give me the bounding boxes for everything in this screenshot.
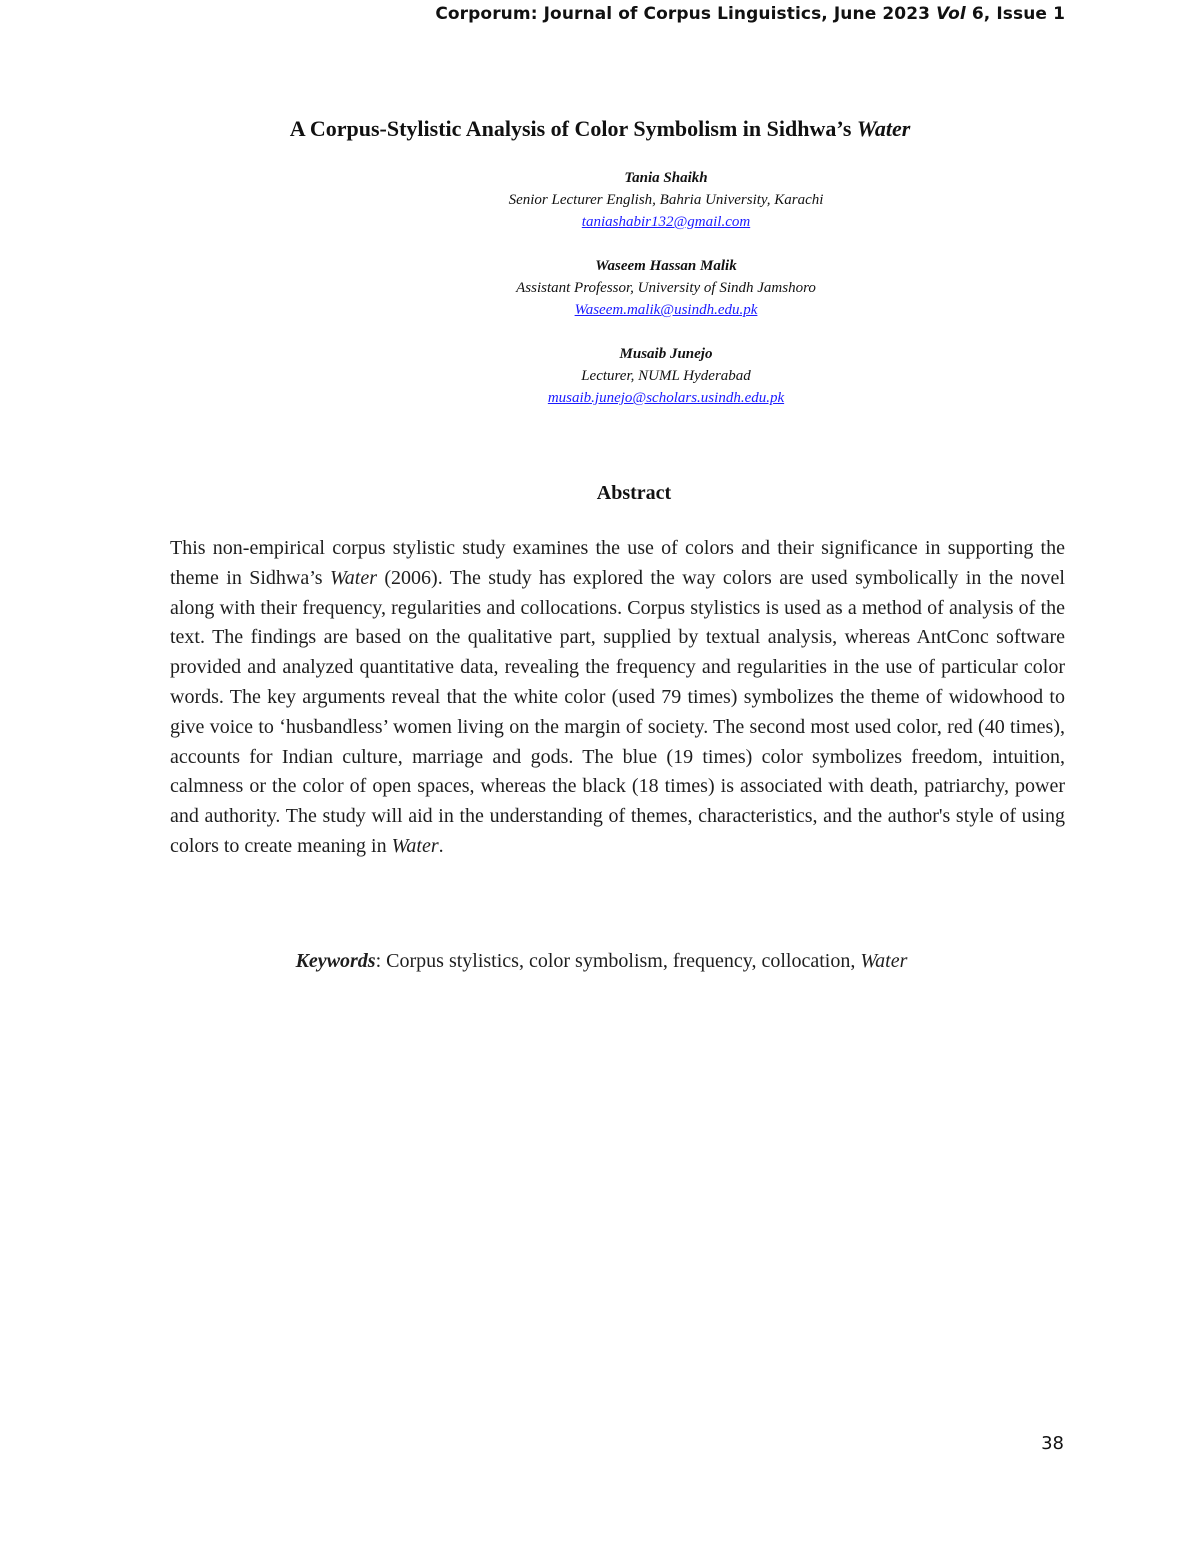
keywords-colon: : (375, 950, 387, 972)
author-affiliation: Assistant Professor, University of Sindh Jamshoro (516, 280, 816, 296)
author-block (336, 255, 996, 321)
volume-issue: 6, Issue 1 (965, 4, 1065, 24)
keywords-italic: Water (860, 950, 908, 972)
journal-name: Corporum: Journal of Corpus Linguistics, June 2023 (435, 4, 937, 24)
abstract-paragraph (170, 534, 1065, 862)
page-number: 38 (1041, 1433, 1064, 1454)
volume-label: Vol (936, 4, 966, 24)
author-email-link[interactable]: taniashabir132@gmail.com (581, 214, 751, 230)
abstract-novel-title: Water (329, 566, 377, 589)
abstract-text-3: . (438, 834, 444, 857)
author-affiliation: Senior Lecturer English, Bahria University, Karachi (508, 192, 824, 208)
author-name: Tania Shaikh (624, 170, 708, 186)
abstract-text-2: (2006). The study has explored the way colors are used symbolically in the novel along with their frequency, regularities and collocations. Corpus stylistics is used as a method of analysis of the text. The findings are based on the qualitative part, supplied by textual analysis, whereas AntConc software provided and analyzed quantitative data, revealing the frequency and regularities in the use of particular color words. The key arguments reveal that the white color (used 79 times) symbolizes the theme of widowhood to give voice to ‘husbandless’ women living on the margin of society. The second most used color, red (40 times), accounts for Indian culture, marriage and gods. The blue (19 times) color symbolizes freedom, intuition, calmness or the color of open spaces, whereas the black (18 times) is associated with death, patriarchy, power and authority. The study will aid in the understanding of themes, characteristics, and the author's style of using colors to create meaning in (170, 566, 1065, 857)
author-block (336, 343, 996, 409)
paper-title-italic: Water (856, 116, 911, 141)
author-name: Musaib Junejo (619, 346, 713, 362)
paper-title-main: A Corpus-Stylistic Analysis of Color Symbolism in Sidhwa’s (289, 116, 857, 141)
author-name: Waseem Hassan Malik (595, 258, 737, 274)
author-list (336, 167, 996, 431)
abstract-text-1: This non-empirical corpus stylistic study examines the use of colors and their significance in supporting the theme in Sidhwa’s (170, 537, 1065, 589)
keywords-list: Corpus stylistics, color symbolism, frequency, collocation, (386, 950, 861, 972)
author-email-link[interactable]: Waseem.malik@usindh.edu.pk (574, 302, 758, 318)
running-header (435, 4, 1065, 24)
keywords-line (0, 950, 1200, 973)
author-email-link[interactable]: musaib.junejo@scholars.usindh.edu.pk (547, 390, 785, 406)
author-affiliation: Lecturer, NUML Hyderabad (581, 368, 751, 384)
abstract-heading: Abstract (596, 482, 672, 504)
paper-title (0, 116, 1200, 142)
abstract-novel-title: Water (391, 834, 439, 857)
author-block (336, 167, 996, 233)
keywords-label: Keywords (295, 950, 376, 972)
